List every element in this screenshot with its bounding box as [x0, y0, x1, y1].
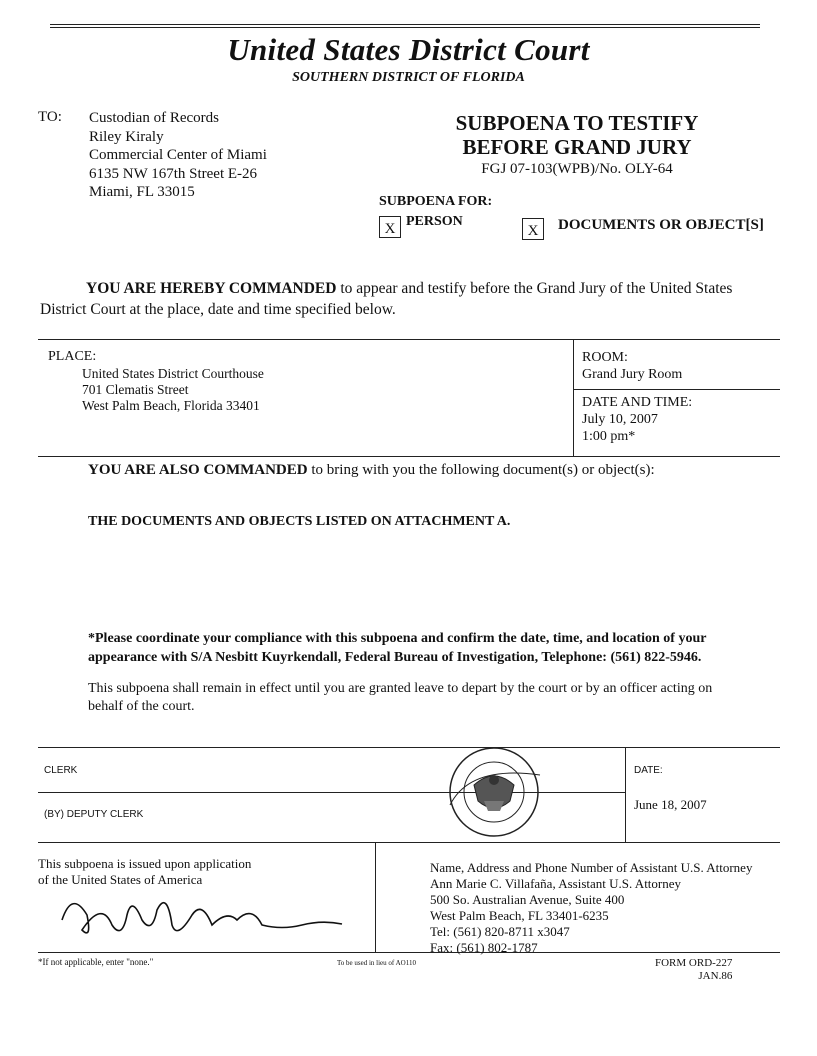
- attorney-heading: Name, Address and Phone Number of Assistant U.S. Attorney: [430, 860, 753, 875]
- attorney-block: [430, 860, 752, 956]
- issued-line1: This subpoena is issued upon application: [38, 856, 252, 871]
- court-seal: [440, 745, 548, 840]
- attorney-signature: [42, 880, 362, 950]
- documents-listed: THE DOCUMENTS AND OBJECTS LISTED ON ATTACHMENT A.: [88, 514, 511, 529]
- footer-middle: To be used in lieu of AO110: [337, 959, 416, 967]
- attorney-tel: Tel: (561) 820-8711 x3047: [430, 924, 570, 939]
- room-value: Grand Jury Room: [582, 367, 683, 382]
- footer-note: *If not applicable, enter "none.": [38, 957, 154, 967]
- issued-line2: of the United States of America: [38, 872, 203, 887]
- attorney-fax: Fax: (561) 802-1787: [430, 940, 538, 955]
- date-value: July 10, 2007: [582, 412, 658, 427]
- court-title: United States District Court: [227, 32, 590, 67]
- form-id: [655, 957, 732, 983]
- sig-table-top: [38, 747, 780, 748]
- command-text: to appear and testify before the Grand Jury of the United States District Court at the place, date and time specified below.: [40, 280, 733, 318]
- sig-table-bottom: [38, 842, 780, 843]
- place-label: PLACE:: [48, 349, 97, 364]
- deputy-clerk-label: (BY) DEPUTY CLERK: [44, 809, 144, 820]
- attorney-city: West Palm Beach, FL 33401-6235: [430, 908, 609, 923]
- recipient-line: Custodian of Records: [89, 110, 219, 126]
- clerk-label: CLERK: [44, 765, 78, 776]
- effect-note: This subpoena shall remain in effect until you are granted leave to depart by the court or by an officer acting on behalf of the court.: [88, 681, 713, 714]
- also-commanded: [88, 462, 655, 479]
- top-rule-2: [50, 27, 760, 28]
- place-line: United States District Courthouse: [82, 366, 264, 381]
- court-district: SOUTHERN DISTRICT OF FLORIDA: [292, 70, 525, 85]
- person-label: PERSON: [406, 214, 463, 229]
- recipient-line: 6135 NW 167th Street E-26: [89, 165, 258, 182]
- to-label: TO:: [38, 109, 62, 125]
- subpoena-for-label: SUBPOENA FOR:: [379, 194, 493, 209]
- attorney-street: 500 So. Australian Avenue, Suite 400: [430, 892, 625, 907]
- date-time-block: [582, 394, 692, 445]
- issue-date: June 18, 2007: [634, 797, 707, 812]
- bottom-divider: [375, 842, 376, 952]
- recipient-line: Miami, FL 33015: [89, 184, 195, 200]
- also-lead: YOU ARE ALSO COMMANDED: [88, 462, 308, 478]
- form-number: FORM ORD-227: [655, 957, 733, 969]
- subpoena-title: [416, 111, 738, 159]
- form-date: JAN.86: [698, 970, 733, 982]
- recipient-line: Riley Kiraly: [89, 128, 164, 145]
- room-divider: [573, 389, 780, 390]
- place-table-top: [38, 339, 780, 340]
- recipient-line: Commercial Center of Miami: [89, 147, 267, 163]
- person-checkbox[interactable]: X: [379, 216, 401, 238]
- subpoena-title-line1: SUBPOENA TO TESTIFY: [455, 111, 699, 135]
- place-line: 701 Clematis Street: [82, 382, 189, 397]
- command-paragraph: [40, 278, 782, 320]
- attorney-name: Ann Marie C. Villafaña, Assistant U.S. Attorney: [430, 876, 682, 891]
- documents-label: DOCUMENTS OR OBJECT[S]: [558, 217, 764, 233]
- subpoena-number: FGJ 07-103(WPB)/No. OLY-64: [481, 161, 673, 177]
- place-table-divider: [573, 339, 574, 456]
- also-text: to bring with you the following document(s) or object(s):: [311, 462, 655, 478]
- place-table-bottom: [38, 456, 780, 457]
- room-label: ROOM:: [582, 350, 628, 365]
- documents-checkbox[interactable]: X: [522, 218, 544, 240]
- date-time-label: DATE AND TIME:: [582, 395, 693, 410]
- room-block: [582, 349, 682, 383]
- top-rule: [50, 24, 760, 25]
- place-address: [82, 366, 264, 414]
- coordination-note: *Please coordinate your compliance with this subpoena and confirm the date, time, and location of your appearance with S/A Nesbitt Kuyrkendall, Federal Bureau of Investigation, Telephone: (561) 822-5946.: [88, 631, 707, 665]
- recipient-address: [89, 109, 267, 202]
- subpoena-title-line2: BEFORE GRAND JURY: [462, 135, 692, 159]
- place-line: West Palm Beach, Florida 33401: [82, 398, 260, 413]
- date-label: DATE:: [634, 765, 663, 776]
- command-lead: YOU ARE HEREBY COMMANDED: [86, 280, 337, 297]
- time-value: 1:00 pm*: [582, 429, 636, 444]
- sig-date-divider: [625, 747, 626, 842]
